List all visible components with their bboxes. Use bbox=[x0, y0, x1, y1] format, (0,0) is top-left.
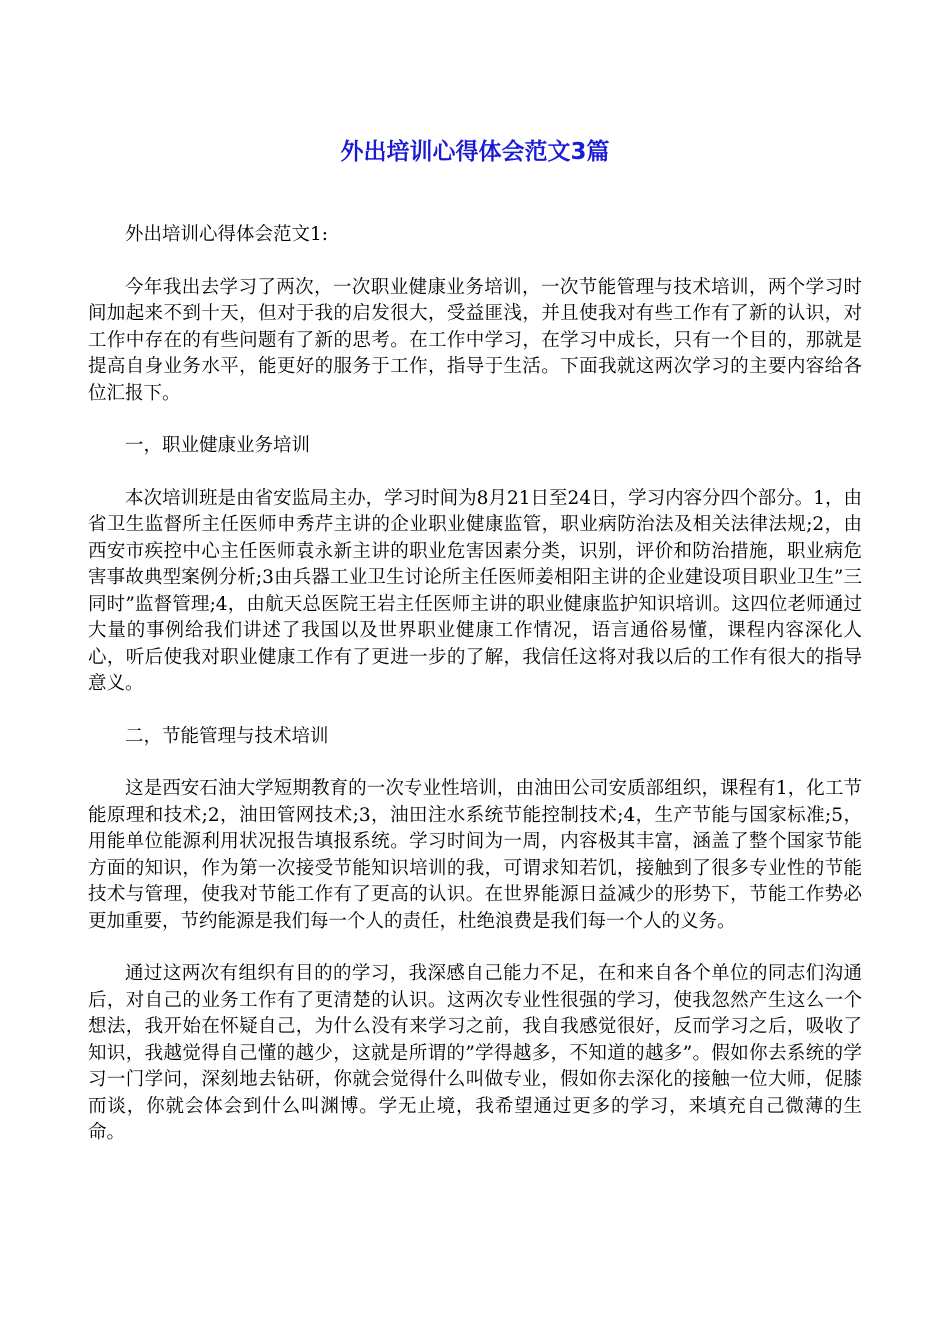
section-heading-example-1: 外出培训心得体会范文1: bbox=[125, 224, 329, 245]
document-title: 外出培训心得体会范文3篇 bbox=[340, 139, 610, 165]
document-body bbox=[88, 222, 862, 1173]
section-heading-energy-saving: 二，节能管理与技术培训 bbox=[125, 725, 329, 747]
intro-paragraph: 今年我出去学习了两次，一次职业健康业务培训，一次节能管理与技术培训，两个学习时间加起来不到十天，但对于我的启发很大，受益匪浅，并且使我对有些工作有了新的认识，对工作中存在的有些问题有了新的思考。在工作中学习，在学习中成长，只有一个目的，那就是提高自身业务水平，能更好的服务于工作，指导于生活。下面我就这两次学习的主要内容给各位汇报下。 bbox=[88, 276, 862, 404]
occupational-health-paragraph: 本次培训班是由省安监局主办，学习时间为8月21日至24日，学习内容分四个部分。1，由省卫生监督所主任医师申秀芹主讲的企业职业健康监管，职业病防治法及相关法律法规;2，由西安市疾控中心主任医师袁永新主讲的职业危害因素分类，识别，评价和防治措施，职业病危害事故典型案例分析;3由兵器工业卫生讨论所主任医师姜相阳主讲的企业建设项目职业卫生”三同时”监督管理;4，由航天总医院王岩主任医师主讲的职业健康监护知识培训。这四位老师通过大量的事例给我们讲述了我国以及世界职业健康工作情况，语言通俗易懂，课程内容深化人心，听后使我对职业健康工作有了更进一步的了解，我信任这将对我以后的工作有很大的指导意义。 bbox=[88, 487, 862, 694]
section-heading-occupational-health: 一，职业健康业务培训 bbox=[125, 435, 311, 456]
reflection-paragraph: 通过这两次有组织有目的的学习，我深感自己能力不足，在和来自各个单位的同志们沟通后，对自己的业务工作有了更清楚的认识。这两次专业性很强的学习，使我忽然产生这么一个想法，我开始在怀疑自己，为什么没有来学习之前，我自我感觉很好，反而学习之后，吸收了知识，我越觉得自己懂的越少，这就是所谓的”学得越多，不知道的越多”。假如你去系统的学习一门学问，深刻地去钻研，你就会觉得什么叫做专业，假如你去深化的接触一位大师，促膝而谈，你就会体会到什么叫渊博。学无止境，我希望通过更多的学习，来填充自己微薄的生命。 bbox=[88, 963, 862, 1143]
energy-saving-paragraph: 这是西安石油大学短期教育的一次专业性培训，由油田公司安质部组织，课程有1，化工节能原理和技术;2，油田管网技术;3，油田注水系统节能控制技术;4，生产节能与国家标准;5，用能单位能源利用状况报告填报系统。学习时间为一周，内容极其丰富，涵盖了整个国家节能方面的知识，作为第一次接受节能知识培训的我，可谓求知若饥，接触到了很多专业性的节能技术与管理，使我对节能工作有了更高的认识。在世界能源日益减少的形势下，节能工作势必更加重要，节约能源是我们每一个人的责任，杜绝浪费是我们每一个人的义务。 bbox=[88, 778, 862, 932]
